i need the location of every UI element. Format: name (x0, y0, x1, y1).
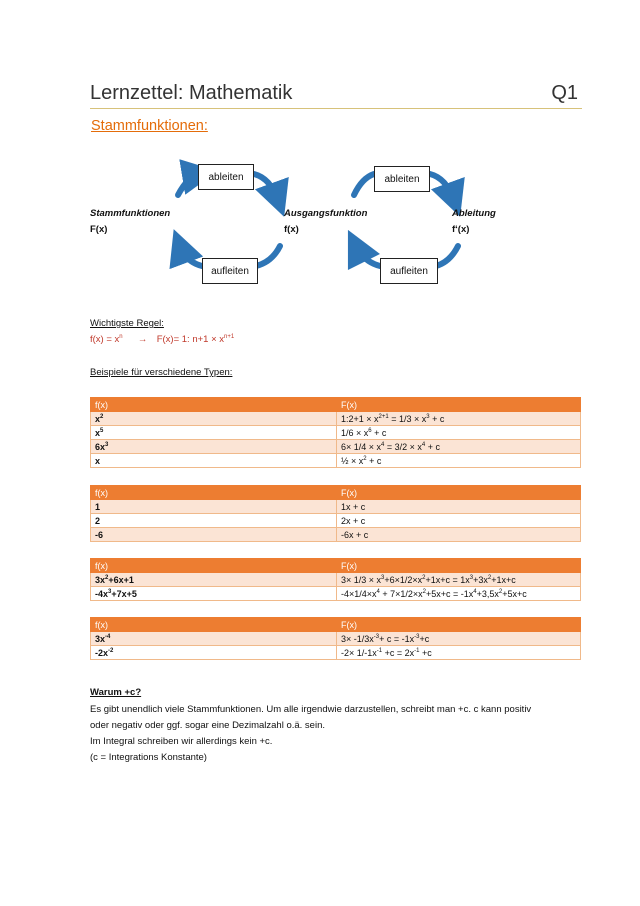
table-row (91, 426, 581, 440)
function-cell (91, 587, 337, 601)
cell-exponent: 2+1 (378, 413, 389, 420)
arrow-right-bottom-right-icon (436, 246, 458, 266)
derivation-cycle-diagram (0, 150, 640, 300)
cell-text: = 1/3 × x (388, 413, 427, 424)
table-row (91, 454, 581, 468)
arrow-left-top-right-icon (254, 174, 278, 200)
cell-exponent: 3 (108, 588, 112, 595)
antiderivative-cell (337, 587, 581, 601)
cell-exponent: -1 (376, 647, 383, 654)
why-line: (c = Integrations Konstante) (90, 752, 207, 763)
table-header-row (91, 559, 581, 573)
table-header-cell: F(x) (337, 559, 581, 573)
function-cell (91, 440, 337, 454)
cell-text: + c (371, 427, 387, 438)
stammfunktion-symbol: F(x) (90, 224, 108, 235)
cell-exponent: -3 (373, 633, 380, 640)
examples-heading: Beispiele für verschiedene Typen: (90, 367, 233, 378)
cell-text: -4×1/4×x (341, 588, 377, 599)
why-text (90, 702, 590, 766)
cell-text: +c (419, 647, 432, 658)
cell-text: 2 (95, 515, 101, 526)
cell-text: -4x (95, 588, 109, 599)
ausgangsfunktion-label: Ausgangsfunktion (284, 208, 368, 219)
rule-rhs: F(x)= 1: n+1 × x (156, 334, 225, 345)
arrow-right-bottom-left-icon (356, 246, 380, 266)
ableiten-box-right: ableiten (374, 166, 430, 192)
cell-text: 1x + c (341, 501, 366, 512)
implies-arrow-icon: → (137, 334, 148, 345)
cell-exponent: 3 (469, 574, 474, 581)
antiderivative-cell (337, 412, 581, 426)
cell-text: 1 (95, 501, 101, 512)
aufleiten-box-right: aufleiten (380, 258, 438, 284)
cell-text: x (95, 455, 101, 466)
table-row (91, 587, 581, 601)
antiderivative-cell (337, 528, 581, 542)
function-cell (91, 528, 337, 542)
table-header-cell: f(x) (91, 559, 337, 573)
cell-text: 6x (95, 441, 106, 452)
rule-formula (90, 334, 234, 345)
ableitung-label: Ableitung (452, 208, 496, 219)
cell-exponent: 3 (381, 574, 385, 581)
document-title: Lernzettel: Mathematik (90, 82, 293, 104)
examples-table-3 (90, 558, 581, 601)
cell-exponent: 2 (422, 588, 427, 595)
antiderivative-cell (337, 426, 581, 440)
rule-rhs-exponent: n+1 (224, 333, 235, 340)
cell-text: +c (419, 633, 430, 644)
cell-exponent: 4 (421, 441, 426, 448)
cell-text: 3× 1/3 × x (341, 574, 382, 585)
cell-text: -6x + c (341, 529, 369, 540)
arrow-right-top-right-icon (430, 174, 454, 200)
cell-exponent: 2 (363, 455, 367, 462)
cell-text: +7x+5 (111, 588, 137, 599)
table-row (91, 632, 581, 646)
arrow-left-bottom-right-icon (256, 246, 280, 266)
cell-text: 3x (95, 574, 106, 585)
stammfunktionen-label: Stammfunktionen (90, 208, 171, 219)
cell-text: 1/6 × x (341, 427, 369, 438)
cell-text: +3,5x (476, 588, 499, 599)
antiderivative-cell (337, 646, 581, 660)
cell-exponent: 2 (422, 574, 426, 581)
cell-text: x (95, 413, 101, 424)
cell-text: -6 (95, 529, 104, 540)
cell-text: +c = 2x (382, 647, 415, 658)
table-row (91, 500, 581, 514)
cell-exponent: 2 (100, 413, 104, 420)
aufleiten-box-left: aufleiten (202, 258, 258, 284)
cell-exponent: 6 (368, 427, 372, 434)
cell-exponent: 5 (100, 427, 104, 434)
function-cell (91, 426, 337, 440)
cell-exponent: -2 (108, 647, 114, 654)
cell-exponent: -3 (414, 633, 420, 640)
examples-table-4 (90, 617, 581, 660)
cell-exponent: 4 (376, 588, 380, 595)
cell-text: 3× -1/3x (341, 633, 374, 644)
cell-exponent: 3 (426, 413, 430, 420)
function-cell (91, 412, 337, 426)
cell-exponent: 2 (498, 588, 503, 595)
ableitung-symbol: f‘(x) (452, 224, 470, 235)
antiderivative-cell (337, 500, 581, 514)
table-row (91, 412, 581, 426)
cell-text: +3x (473, 574, 488, 585)
rule-heading: Wichtigste Regel: (90, 318, 164, 329)
cell-text: + c (425, 441, 441, 452)
table-row (91, 528, 581, 542)
cell-exponent: -1 (414, 647, 420, 654)
antiderivative-cell (337, 440, 581, 454)
header-divider (90, 108, 582, 109)
cell-text: + 7×1/2×x (379, 588, 423, 599)
ausgangsfunktion-symbol: f(x) (284, 224, 299, 235)
function-cell (91, 454, 337, 468)
examples-table-1 (90, 397, 581, 468)
function-cell (91, 500, 337, 514)
function-cell (91, 632, 337, 646)
cell-exponent: 4 (473, 588, 477, 595)
cell-text: 6× 1/4 × x (341, 441, 382, 452)
arrow-right-top-icon (354, 174, 374, 195)
cell-text: = 3/2 × x (384, 441, 422, 452)
cell-text: 3x (95, 633, 106, 644)
cell-text: x (95, 427, 101, 438)
table-row (91, 440, 581, 454)
antiderivative-cell (337, 514, 581, 528)
cell-text: +5x+c (502, 588, 527, 599)
cell-text: + c (429, 413, 445, 424)
table-header-cell: f(x) (91, 398, 337, 412)
rule-lhs-exponent: n (119, 333, 123, 340)
table-row (91, 514, 581, 528)
cell-text: +5x+c = -1x (426, 588, 474, 599)
table-header-row (91, 486, 581, 500)
antiderivative-cell (337, 573, 581, 587)
table-header-row (91, 618, 581, 632)
function-cell (91, 646, 337, 660)
rule-lhs: f(x) = x (90, 334, 120, 345)
cell-text: + c (366, 455, 382, 466)
cell-text: + c = -1x (379, 633, 415, 644)
cell-text: -2x (95, 647, 109, 658)
why-line: oder negativ oder ggf. sogar eine Dezimalzahl o.ä. sein. (90, 720, 325, 731)
cell-text: +1x+c (491, 574, 516, 585)
cell-text: -2× 1/-1x (341, 647, 377, 658)
table-row (91, 573, 581, 587)
function-cell (91, 514, 337, 528)
antiderivative-cell (337, 632, 581, 646)
function-cell (91, 573, 337, 587)
cell-text: 2x + c (341, 515, 366, 526)
section-title: Stammfunktionen: (91, 118, 208, 134)
cell-text: 1:2+1 × x (341, 413, 379, 424)
table-header-cell: f(x) (91, 618, 337, 632)
cell-text: +6x+1 (108, 574, 134, 585)
course-label: Q1 (551, 82, 578, 104)
examples-table-2 (90, 485, 581, 542)
table-header-cell: F(x) (337, 618, 581, 632)
cell-exponent: 2 (105, 574, 109, 581)
table-row (91, 646, 581, 660)
cell-text: +6×1/2×x (384, 574, 423, 585)
arrow-left-top-icon (178, 174, 200, 195)
table-header-cell: F(x) (337, 398, 581, 412)
cell-text: ½ × x (341, 455, 364, 466)
cell-text: +1x+c = 1x (425, 574, 470, 585)
why-line: Es gibt unendlich viele Stammfunktionen. Um alle irgendwie darzustellen, schreibt man +c. c kann positiv (90, 704, 532, 715)
table-header-cell: F(x) (337, 486, 581, 500)
cell-exponent: 4 (381, 441, 385, 448)
why-line: Im Integral schreiben wir allerdings kein +c. (90, 736, 273, 747)
antiderivative-cell (337, 454, 581, 468)
cell-exponent: -4 (105, 633, 111, 640)
arrow-left-bottom-left-icon (180, 246, 202, 266)
table-header-row (91, 398, 581, 412)
cell-exponent: 2 (487, 574, 492, 581)
why-heading: Warum +c? (90, 687, 142, 698)
cell-exponent: 3 (105, 441, 109, 448)
ableiten-box-left: ableiten (198, 164, 254, 190)
table-header-cell: f(x) (91, 486, 337, 500)
